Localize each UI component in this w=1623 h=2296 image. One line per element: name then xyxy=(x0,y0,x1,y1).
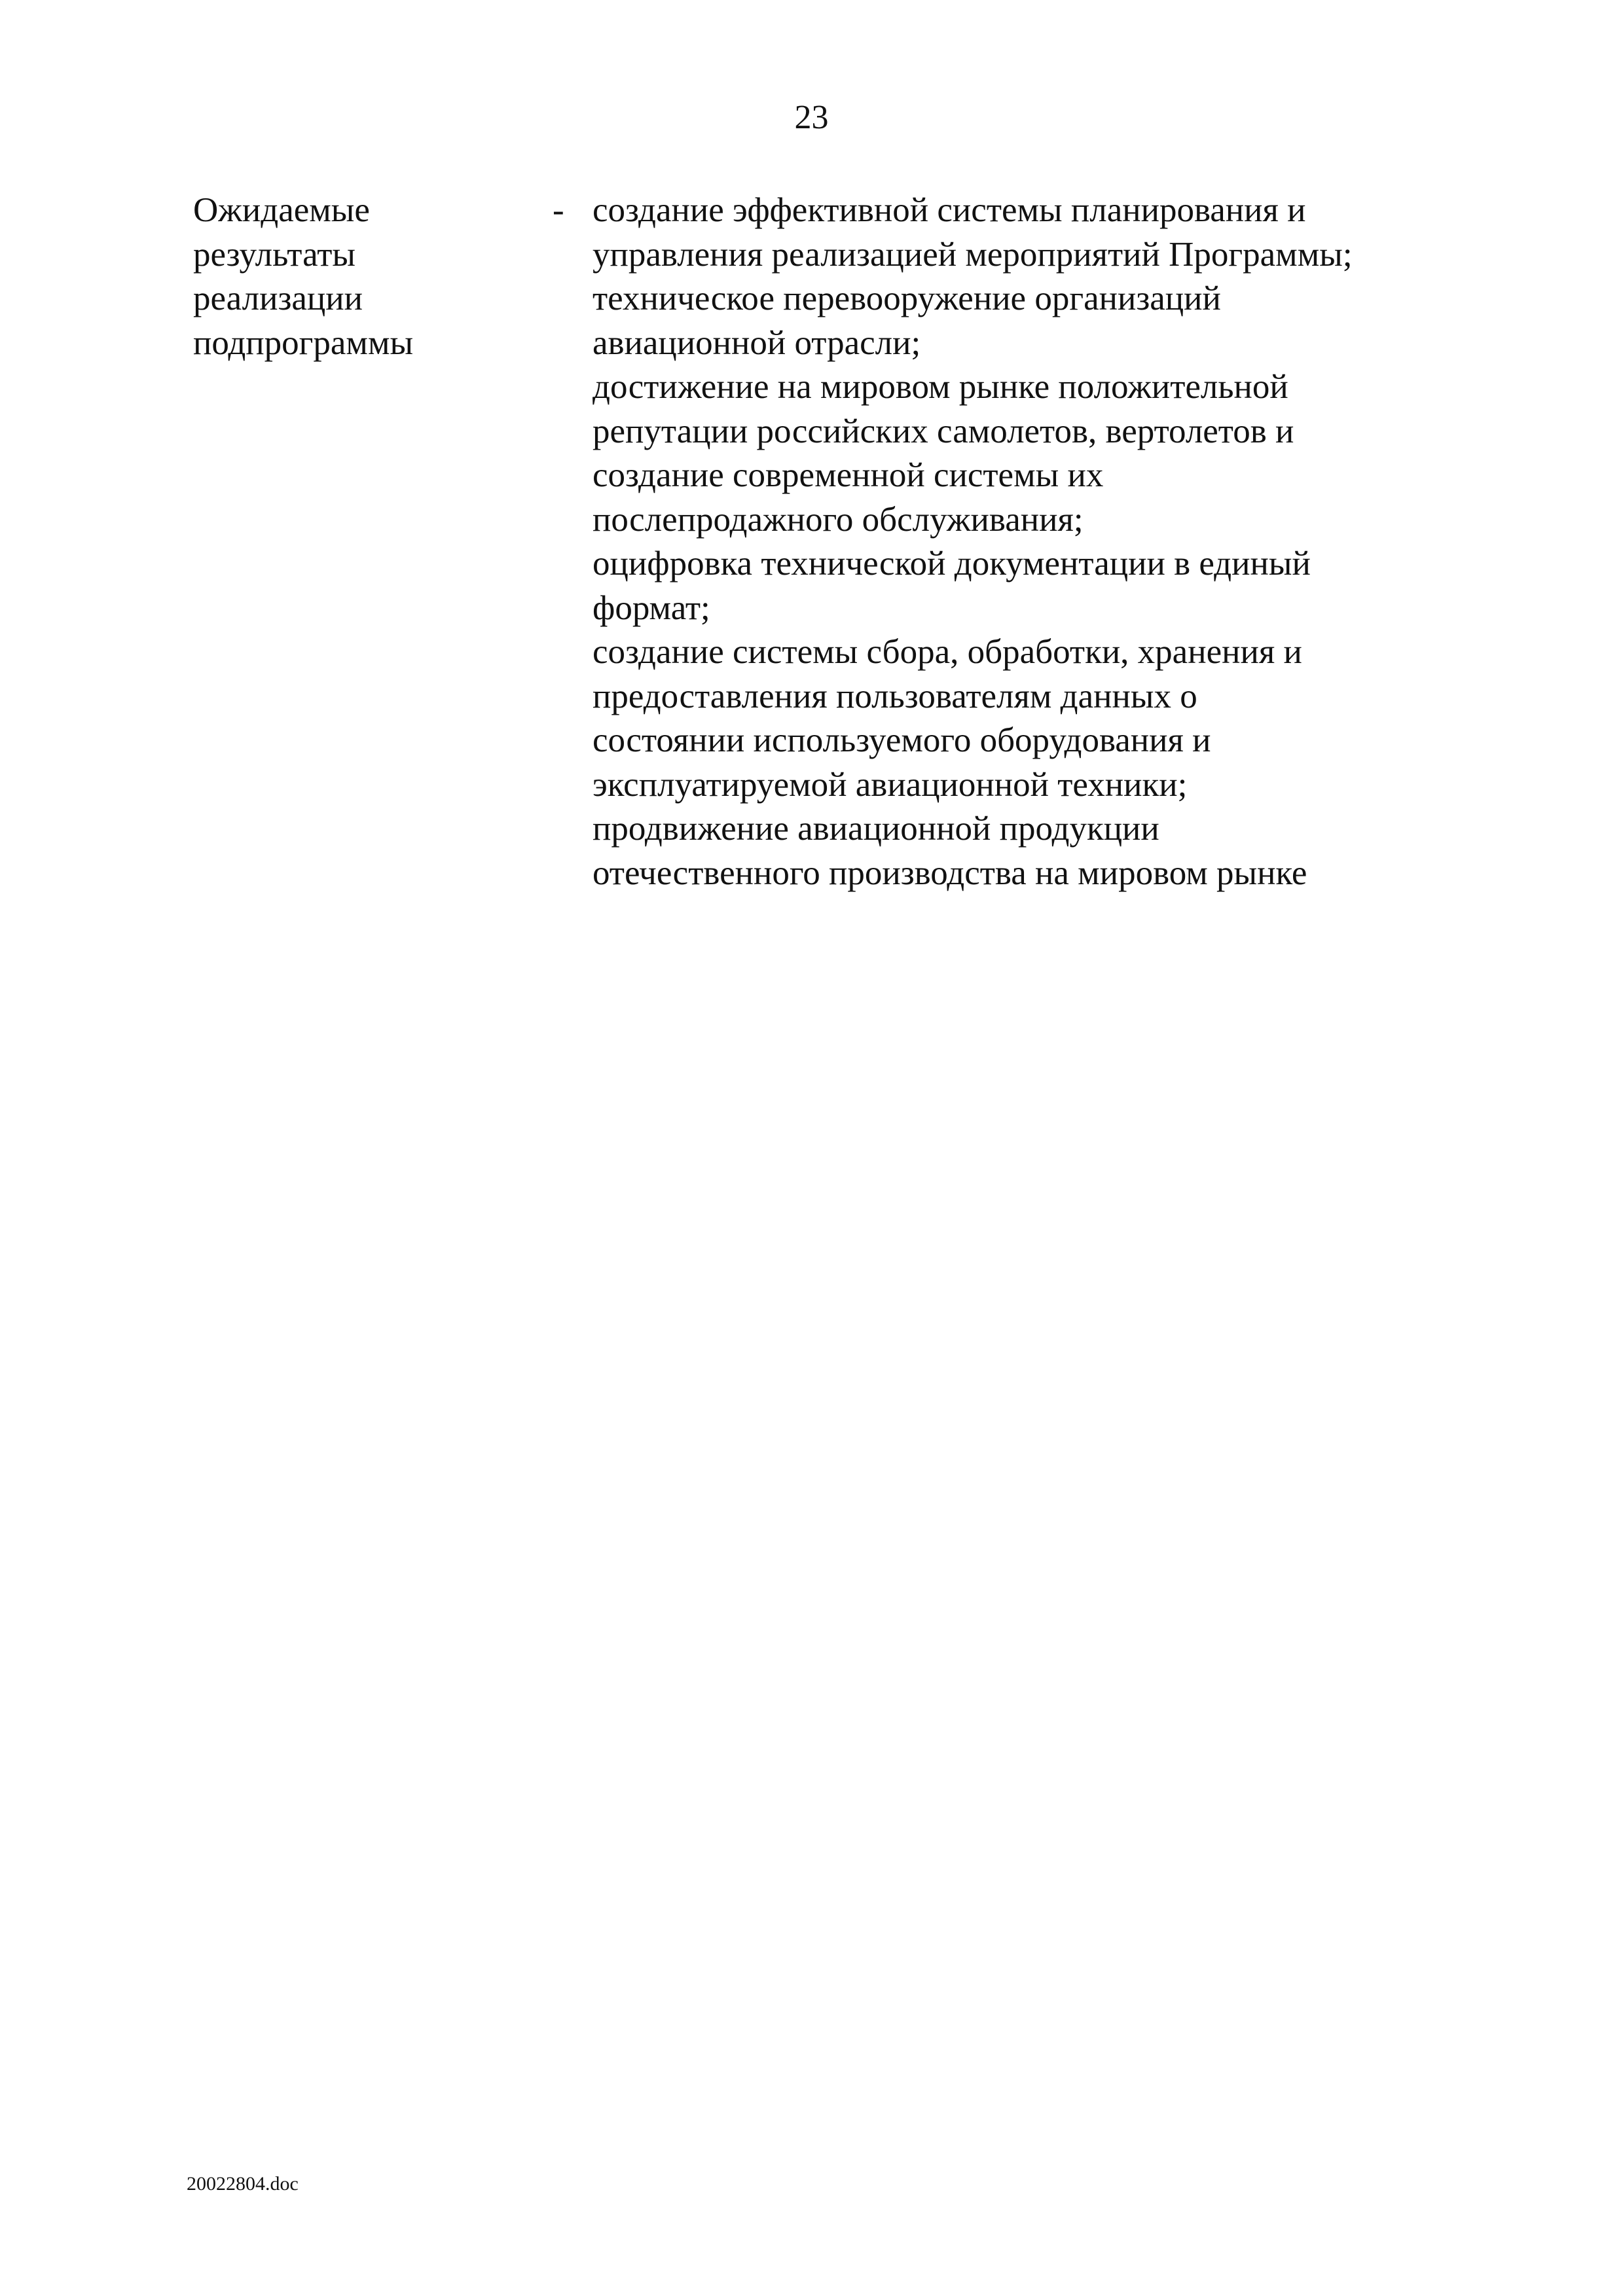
text-line: формат; xyxy=(593,588,710,627)
text-line: послепродажного обслуживания; xyxy=(593,500,1084,539)
expected-results-text xyxy=(593,188,1509,895)
text-line: управления реализацией мероприятий Программы; xyxy=(593,235,1353,274)
text-line: достижение на мировом рынке положительной xyxy=(593,368,1288,406)
separator-dash: - xyxy=(553,191,564,229)
section-label-line: реализации xyxy=(193,279,363,317)
text-line: продвижение авиационной продукции xyxy=(593,810,1159,848)
section-label-line: подпрограммы xyxy=(193,323,414,362)
text-line: техническое перевооружение организаций xyxy=(593,279,1221,317)
text-line: репутации российских самолетов, вертолетов и xyxy=(593,412,1294,450)
text-line: оцифровка технической документации в единый xyxy=(593,545,1311,583)
text-line: состоянии используемого оборудования и xyxy=(593,721,1211,759)
footer-doc-id: 20022804.doc xyxy=(187,2173,299,2195)
text-line: эксплуатируемой авиационной техники; xyxy=(593,765,1188,804)
text-line: предоставления пользователям данных о xyxy=(593,677,1197,715)
section-label-line: результаты xyxy=(193,235,356,274)
section-label-line: Ожидаемые xyxy=(193,191,370,229)
text-line: создание современной системы их xyxy=(593,456,1104,494)
text-line: авиационной отрасли; xyxy=(593,323,921,362)
text-line: создание системы сбора, обработки, хранения и xyxy=(593,633,1302,671)
text-line: создание эффективной системы планирования и xyxy=(593,191,1306,229)
page-number: 23 xyxy=(794,99,829,136)
section-label xyxy=(193,188,534,365)
text-line: отечественного производства на мировом рынке xyxy=(593,853,1307,892)
